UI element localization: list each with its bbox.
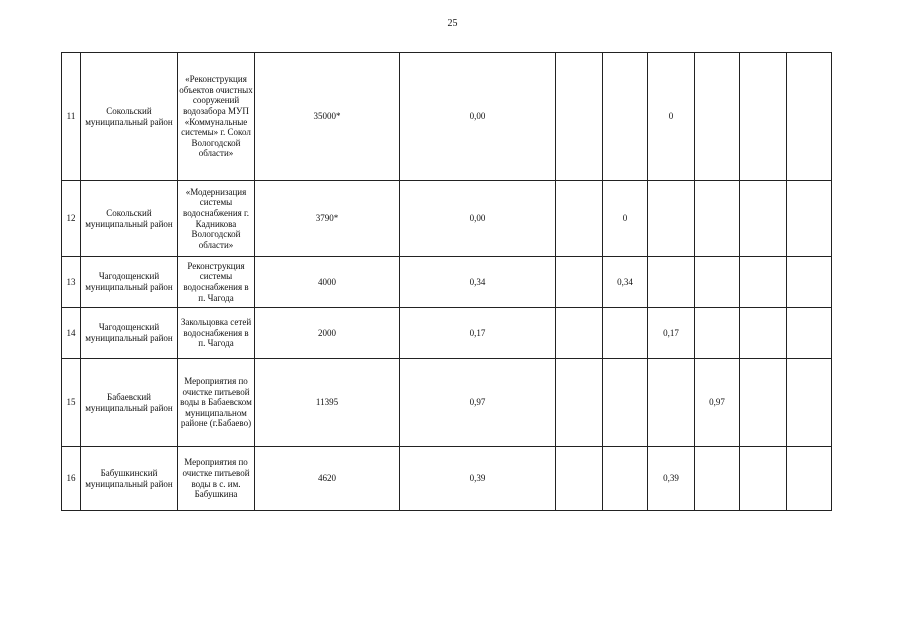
year-cell: [648, 257, 695, 308]
year-cell: [787, 359, 832, 447]
year-cell: [740, 447, 787, 511]
year-cell: [556, 308, 603, 359]
row-number: 11: [62, 53, 81, 181]
row-number: 15: [62, 359, 81, 447]
year-cell: [787, 447, 832, 511]
year-cell: [556, 447, 603, 511]
cost-cell: 2000: [255, 308, 400, 359]
cost-cell: 3790*: [255, 181, 400, 257]
district-cell: Бабаевский муниципальный район: [81, 359, 178, 447]
year-cell: [603, 359, 648, 447]
year-cell: [740, 308, 787, 359]
table-row: [62, 53, 832, 181]
year-cell: [556, 53, 603, 181]
cost-cell: 4000: [255, 257, 400, 308]
year-cell: [603, 53, 648, 181]
page-number: 25: [447, 18, 458, 29]
total-cell: 0,17: [400, 308, 556, 359]
year-cell: [695, 308, 740, 359]
cost-cell: 11395: [255, 359, 400, 447]
year-cell: 0,39: [648, 447, 695, 511]
year-cell: 0: [648, 53, 695, 181]
district-cell: Бабушкинский муниципальный район: [81, 447, 178, 511]
total-cell: 0,00: [400, 53, 556, 181]
table-row: [62, 181, 832, 257]
year-cell: [556, 257, 603, 308]
district-cell: Сокольский муниципальный район: [81, 181, 178, 257]
table-row: [62, 308, 832, 359]
year-cell: [695, 53, 740, 181]
district-cell: Сокольский муниципальный район: [81, 53, 178, 181]
year-cell: [787, 308, 832, 359]
year-cell: [648, 181, 695, 257]
investment-table: [61, 52, 832, 511]
year-cell: 0: [603, 181, 648, 257]
year-cell: [695, 181, 740, 257]
table-row: [62, 447, 832, 511]
year-cell: 0,97: [695, 359, 740, 447]
row-number: 14: [62, 308, 81, 359]
year-cell: [695, 447, 740, 511]
year-cell: [648, 359, 695, 447]
project-cell: «Реконструкция объектов очистных сооружений водозабора МУП «Коммунальные системы» г. Сокол Вологодской области»: [178, 53, 255, 181]
cost-cell: 35000*: [255, 53, 400, 181]
table-row: [62, 359, 832, 447]
year-cell: 0,34: [603, 257, 648, 308]
year-cell: 0,17: [648, 308, 695, 359]
table-row: [62, 257, 832, 308]
year-cell: [740, 257, 787, 308]
cost-cell: 4620: [255, 447, 400, 511]
project-cell: «Модернизация системы водоснабжения г. Кадникова Вологодской области»: [178, 181, 255, 257]
year-cell: [603, 447, 648, 511]
total-cell: 0,34: [400, 257, 556, 308]
year-cell: [740, 181, 787, 257]
year-cell: [787, 257, 832, 308]
district-cell: Чагодощенский муниципальный район: [81, 257, 178, 308]
total-cell: 0,39: [400, 447, 556, 511]
project-cell: Мероприятия по очистке питьевой воды в Бабаевском муниципальном районе (г.Бабаево): [178, 359, 255, 447]
row-number: 13: [62, 257, 81, 308]
total-cell: 0,00: [400, 181, 556, 257]
project-cell: Закольцовка сетей водоснабжения в п. Чагода: [178, 308, 255, 359]
row-number: 16: [62, 447, 81, 511]
row-number: 12: [62, 181, 81, 257]
year-cell: [787, 53, 832, 181]
project-cell: Реконструкция системы водоснабжения в п. Чагода: [178, 257, 255, 308]
year-cell: [787, 181, 832, 257]
year-cell: [556, 181, 603, 257]
district-cell: Чагодощенский муниципальный район: [81, 308, 178, 359]
total-cell: 0,97: [400, 359, 556, 447]
project-cell: Мероприятия по очистке питьевой воды в с. им. Бабушкина: [178, 447, 255, 511]
year-cell: [695, 257, 740, 308]
year-cell: [740, 53, 787, 181]
year-cell: [603, 308, 648, 359]
year-cell: [556, 359, 603, 447]
year-cell: [740, 359, 787, 447]
